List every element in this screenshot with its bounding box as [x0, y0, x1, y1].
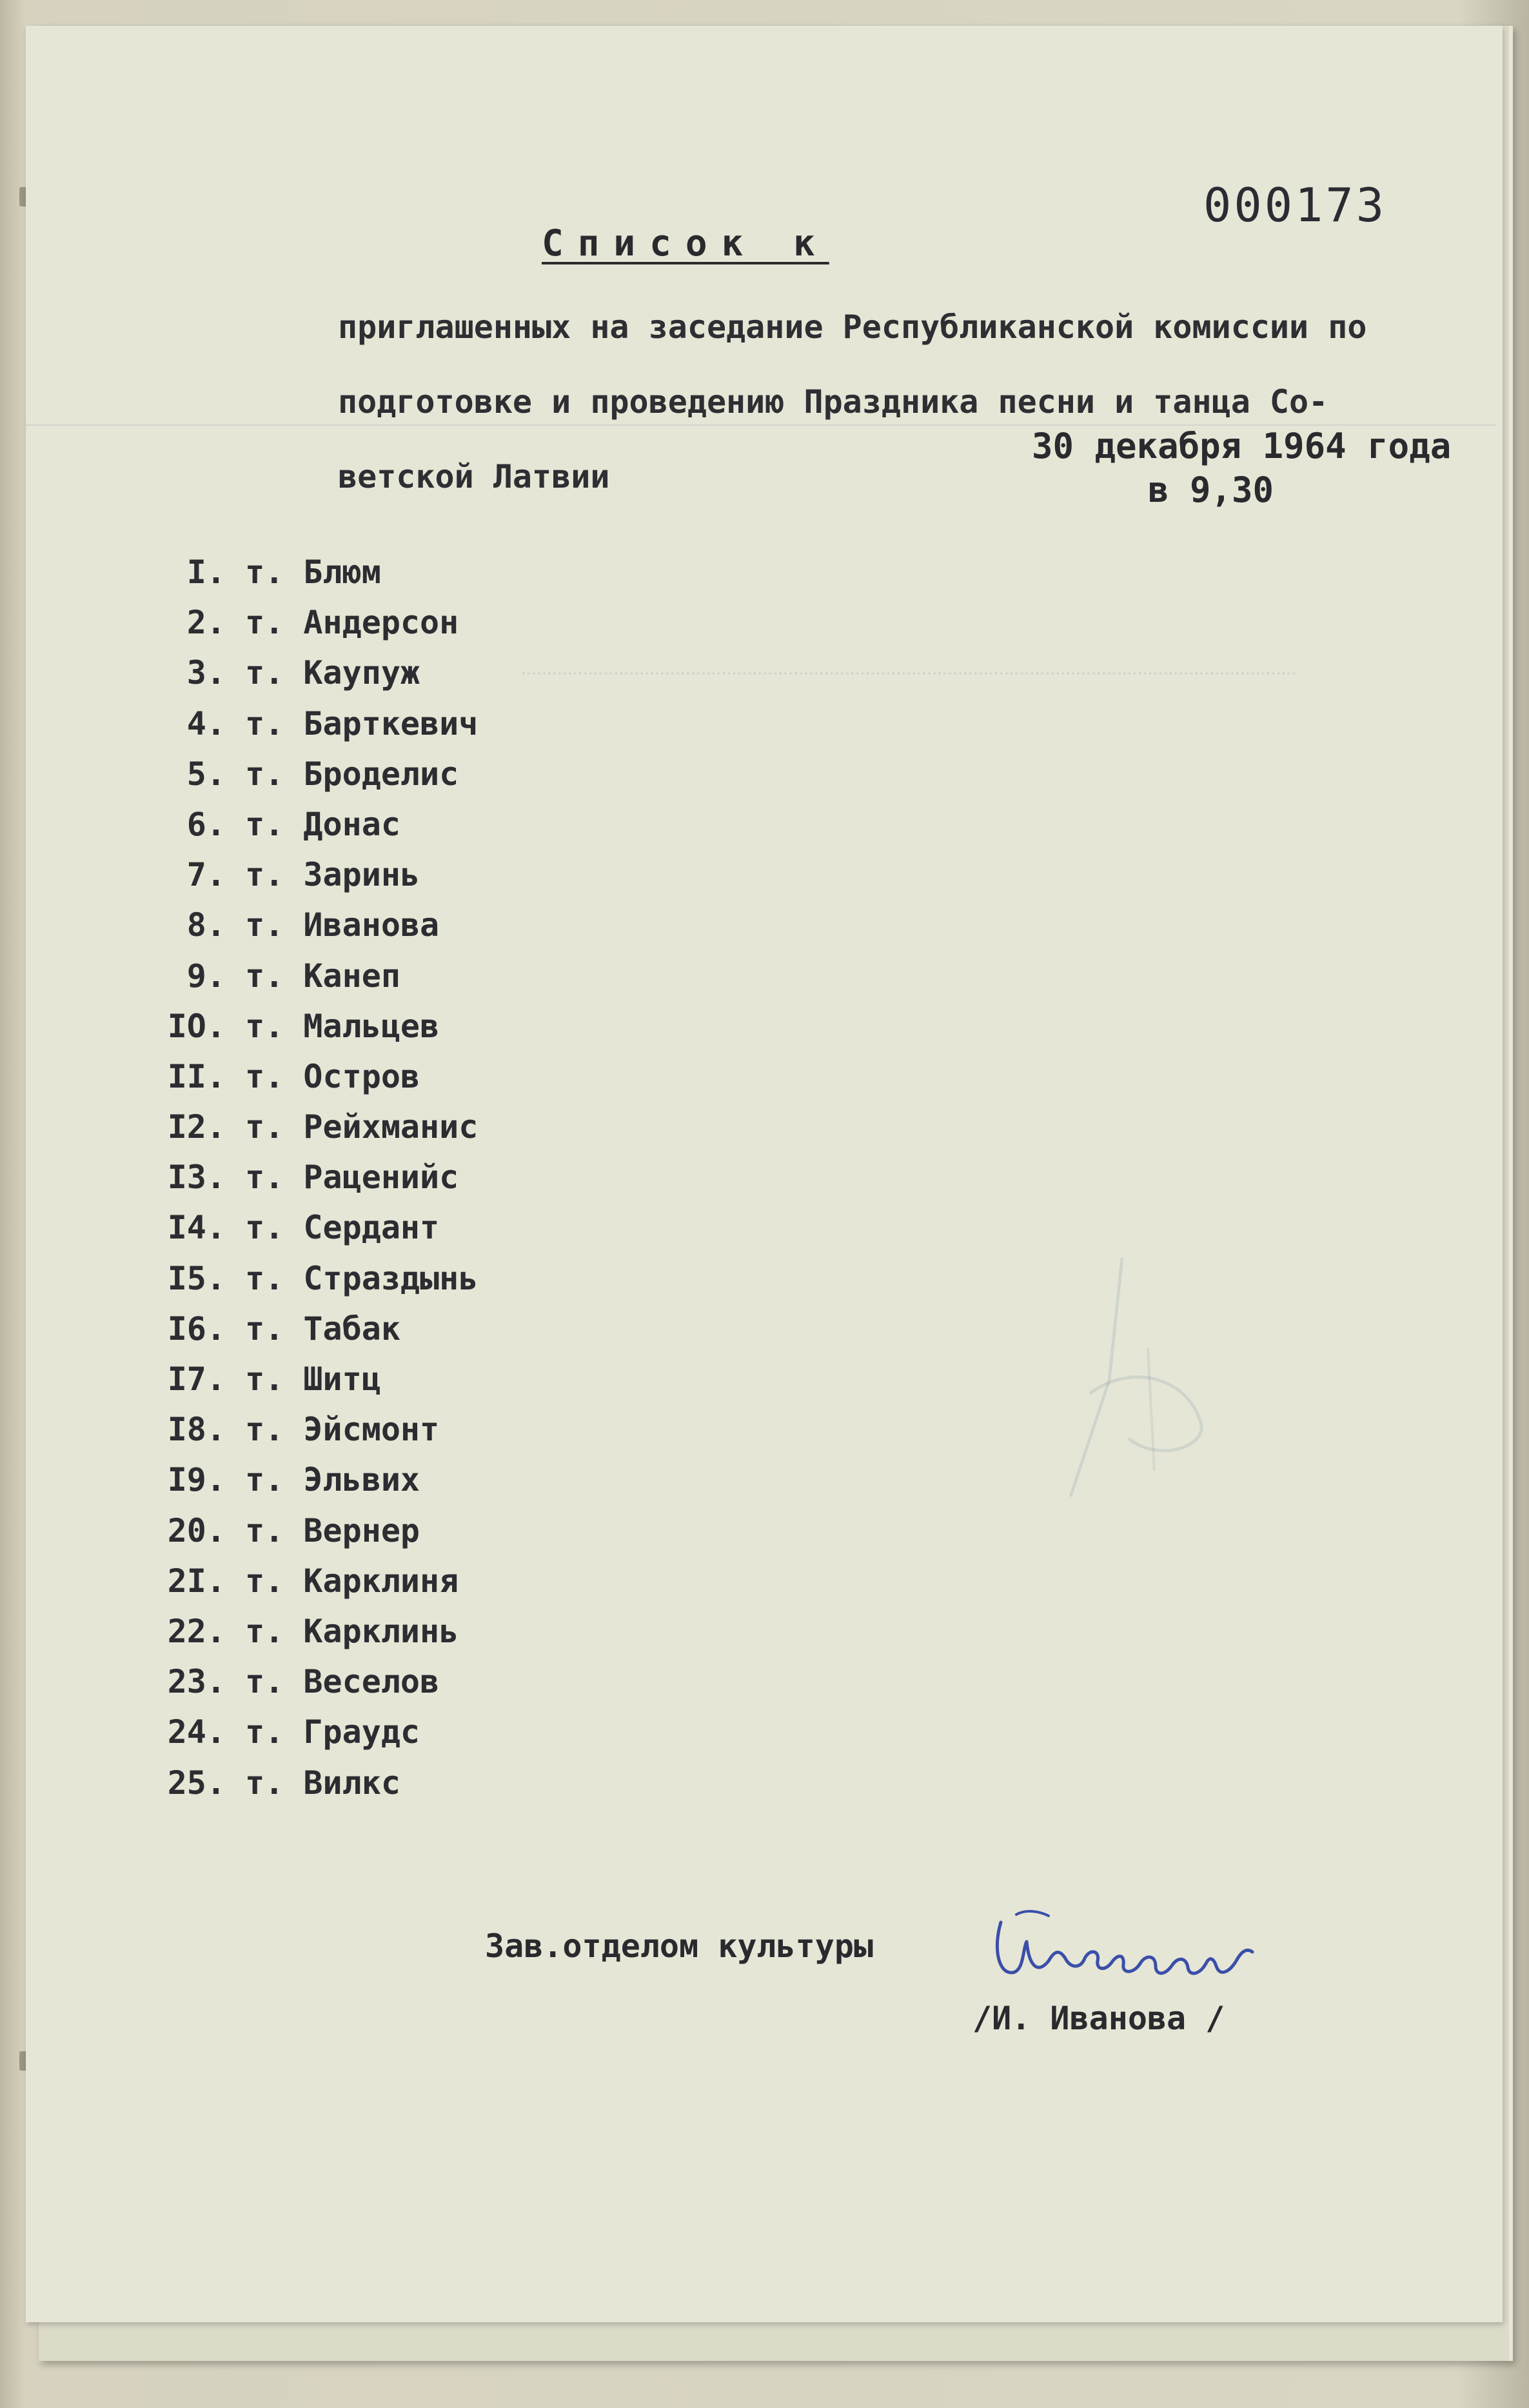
attendee-item [148, 1159, 478, 1209]
attendee-item [148, 957, 478, 1008]
attendee-item [148, 1260, 478, 1310]
attendee-item [148, 906, 478, 957]
subtitle-line: подготовке и проведению Праздника песни и танца Со- [338, 383, 1328, 421]
attendee-item [148, 856, 478, 906]
attendee-name: т. Эйсмонт [245, 1411, 440, 1449]
attendee-number: 23. [167, 1663, 226, 1701]
attendee-number: 4. [186, 704, 226, 742]
attendee-number: 3. [186, 654, 226, 692]
attendee-name: т. Андерсон [245, 604, 459, 642]
attendee-name: т. Карклинь [245, 1612, 459, 1650]
attendee-name: т. Каупуж [245, 654, 420, 692]
attendee-name: т. Иванова [245, 906, 440, 944]
meeting-date: 30 декабря 1964 года [1032, 426, 1452, 466]
attendee-name: т. Блюм [245, 553, 381, 591]
attendee-number: I8. [167, 1411, 226, 1449]
attendee-number: 6. [186, 805, 226, 843]
attendee-item [148, 806, 478, 856]
attendee-item [148, 1209, 478, 1259]
document-title: Список к [542, 223, 829, 264]
attendee-name: т. Мальцев [245, 1007, 440, 1045]
attendee-name: т. Сердант [245, 1209, 440, 1247]
attendee-name: т. Раценийс [245, 1159, 459, 1197]
attendee-number: I3. [167, 1159, 226, 1197]
attendee-number: 24. [167, 1713, 226, 1751]
attendee-name: т. Страздынь [245, 1259, 478, 1297]
attendee-name: т. Эльвих [245, 1461, 420, 1499]
attendee-item [148, 1310, 478, 1360]
attendee-item [148, 654, 478, 704]
attendee-item [148, 1058, 478, 1108]
attendee-item [148, 1713, 478, 1764]
attendee-number: I5. [167, 1259, 226, 1297]
attendee-number: I6. [167, 1309, 226, 1348]
attendee-name: т. Донас [245, 805, 400, 843]
subtitle-line: ветской Латвии [338, 458, 610, 495]
signatory-title: Зав.отделом культуры [485, 1927, 874, 1965]
attendee-item [148, 1613, 478, 1663]
attendee-number: 25. [167, 1764, 226, 1802]
document-number: 000173 [1203, 178, 1387, 232]
attendee-name: т. Вернер [245, 1511, 420, 1549]
attendee-name: т. Табак [245, 1309, 400, 1348]
attendee-name: т. Карклиня [245, 1562, 459, 1600]
subtitle-line: приглашенных на заседание Республиканской комиссии по [338, 308, 1367, 346]
document-subtitle [338, 271, 1460, 533]
attendee-item [148, 1663, 478, 1713]
attendee-number: 2I. [167, 1562, 226, 1600]
attendee-item [148, 1411, 478, 1461]
attendee-name: т. Граудс [245, 1713, 420, 1751]
attendee-item [148, 1512, 478, 1562]
attendee-name: т. Броделис [245, 755, 459, 793]
attendee-item [148, 755, 478, 806]
attendee-name: т. Шитц [245, 1360, 381, 1398]
attendee-number: II. [167, 1057, 226, 1095]
attendee-item [148, 1108, 478, 1159]
attendee-name: т. Вилкс [245, 1764, 400, 1802]
attendee-number: I7. [167, 1360, 226, 1398]
attendee-name: т. Канеп [245, 957, 400, 995]
attendee-item [148, 705, 478, 755]
attendee-number: 2. [186, 604, 226, 642]
attendee-number: I4. [167, 1209, 226, 1247]
attendee-name: т. Заринь [245, 856, 420, 894]
attendee-number: 8. [186, 906, 226, 944]
attendee-number: 20. [167, 1511, 226, 1549]
show-through-rule [522, 672, 1296, 675]
attendee-number: I9. [167, 1461, 226, 1499]
attendee-item [148, 1764, 478, 1815]
signatory-name: /И. Иванова / [972, 2000, 1225, 2037]
attendee-number: IO. [167, 1007, 226, 1045]
attendee-number: 5. [186, 755, 226, 793]
attendee-name: т. Остров [245, 1057, 420, 1095]
attendee-number: 9. [186, 957, 226, 995]
attendee-list [148, 553, 478, 1815]
faint-stamp-mark [1032, 1251, 1290, 1522]
attendee-item [148, 1461, 478, 1511]
attendee-name: т. Рейхманис [245, 1108, 478, 1146]
handwritten-signature [987, 1896, 1258, 1993]
attendee-item [148, 1008, 478, 1058]
attendee-number: I2. [167, 1108, 226, 1146]
attendee-name: т. Барткевич [245, 704, 478, 742]
document-page [26, 26, 1503, 2322]
attendee-number: I. [186, 553, 226, 591]
attendee-item [148, 604, 478, 654]
attendee-item [148, 1562, 478, 1613]
attendee-item [148, 553, 478, 604]
attendee-name: т. Веселов [245, 1663, 440, 1701]
meeting-time: в 9,30 [1148, 470, 1274, 510]
attendee-item [148, 1360, 478, 1411]
attendee-number: 22. [167, 1612, 226, 1650]
attendee-number: 7. [186, 856, 226, 894]
